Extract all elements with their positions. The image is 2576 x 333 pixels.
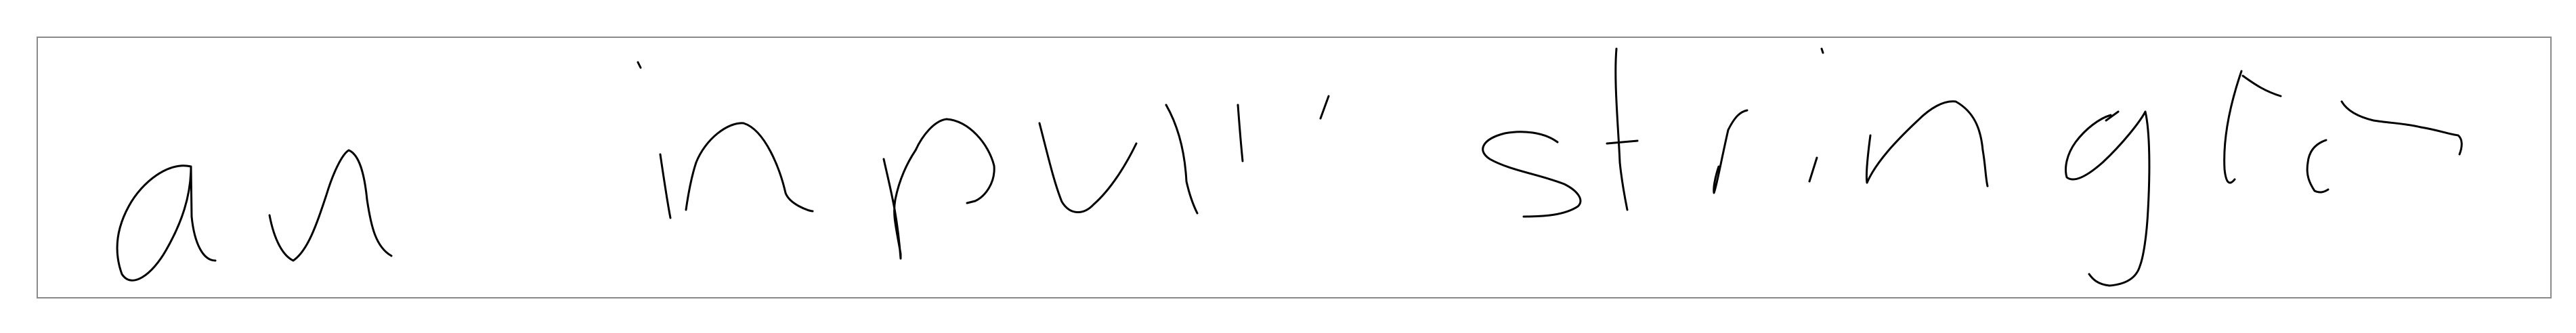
stroke-i-dot2 [1822, 49, 1823, 53]
stroke-i [660, 154, 670, 218]
stroke-r [1714, 110, 1747, 193]
word-stringl [1483, 49, 2462, 286]
stroke-s [1483, 132, 1581, 217]
word-an [117, 150, 391, 280]
stroke-l3-top [2243, 76, 2281, 96]
stroke-g-loop [2066, 112, 2149, 286]
stroke-t-cross [1607, 141, 1637, 143]
stroke-n2 [686, 123, 813, 211]
word-inpul [638, 62, 1329, 259]
stroke-tilde [2342, 102, 2462, 154]
stroke-n [270, 150, 391, 261]
stroke-a [117, 166, 215, 281]
stroke-apostrophe [1321, 96, 1329, 118]
stroke-i2 [1809, 158, 1817, 181]
stroke-l2 [1238, 105, 1243, 161]
stroke-p-stem [884, 119, 994, 259]
stroke-n3 [1866, 102, 1988, 186]
stroke-c [2307, 140, 2328, 192]
stroke-i-dot [638, 62, 641, 68]
stroke-l1 [1166, 105, 1197, 213]
stroke-u [1039, 123, 1136, 213]
stroke-l3 [2225, 71, 2241, 183]
stroke-t-stem [1616, 49, 1627, 210]
